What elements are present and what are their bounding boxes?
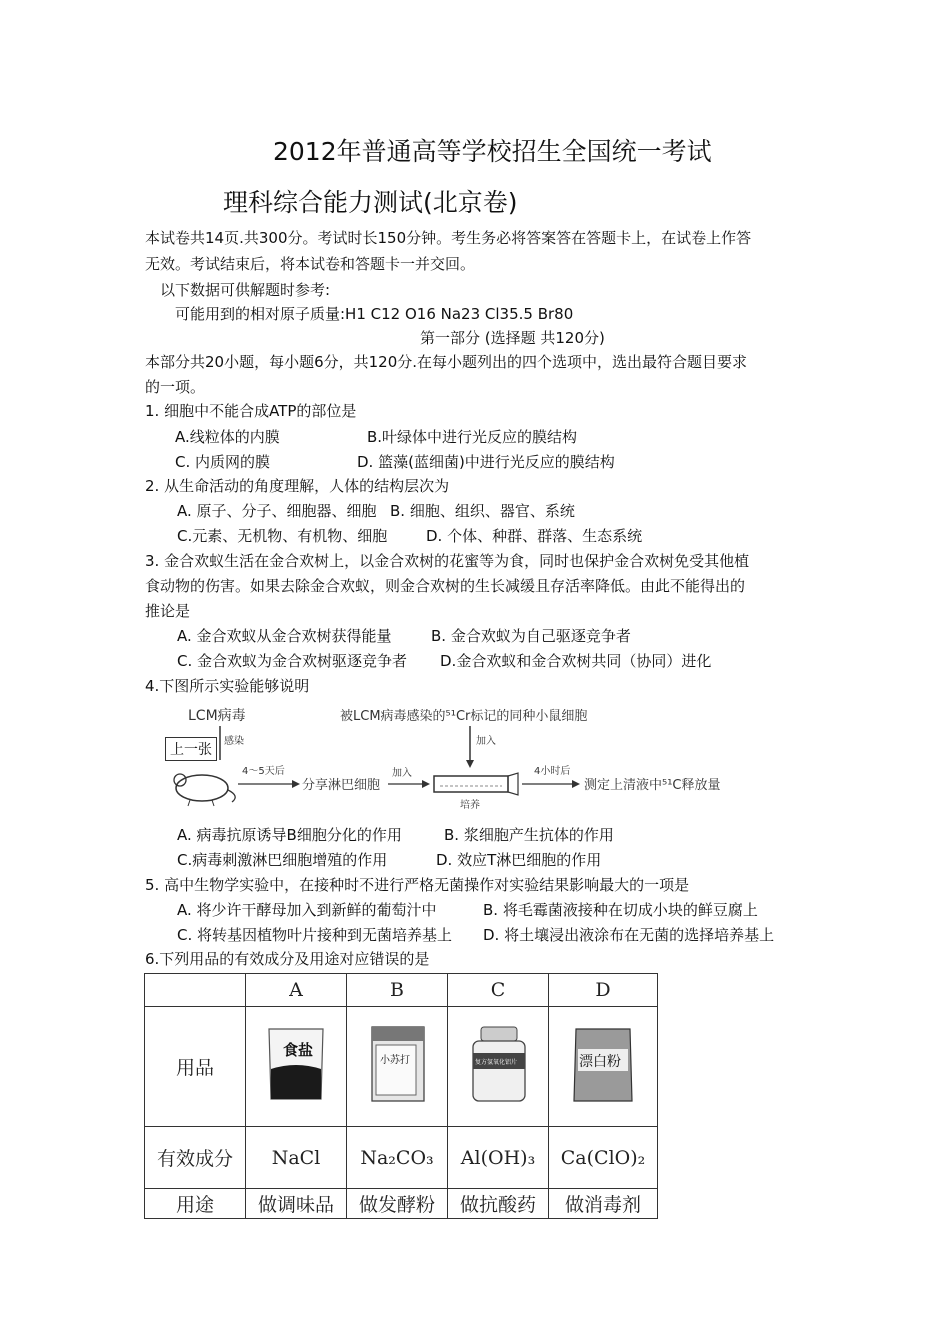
component-cell: Al(OH)₃ bbox=[448, 1127, 549, 1189]
product-image-salt bbox=[246, 1007, 347, 1127]
question-stem: 1. 细胞中不能合成ATP的部位是 bbox=[145, 402, 357, 420]
fig-add-label: 加入 bbox=[392, 768, 412, 779]
q6-table bbox=[144, 973, 658, 1219]
product-image-soda bbox=[347, 1007, 448, 1127]
exam-subtitle: 理科综合能力测试(北京卷) bbox=[223, 188, 518, 217]
fig-lymph-label: 分享淋巴细胞 bbox=[302, 778, 381, 793]
option: D. 篮藻(蓝细菌)中进行光反应的膜结构 bbox=[357, 453, 615, 471]
option: B. 浆细胞产生抗体的作用 bbox=[444, 826, 614, 844]
table-header-cell: D bbox=[549, 974, 658, 1007]
soda-label: 小苏打 bbox=[380, 1055, 410, 1066]
option: C. 内质网的膜 bbox=[175, 453, 271, 471]
fig-days-label: 4～5天后 bbox=[242, 766, 285, 777]
bleach-bag-icon bbox=[568, 1023, 638, 1105]
experiment-figure bbox=[160, 700, 760, 812]
question-stem: 推论是 bbox=[145, 602, 191, 620]
table-header-cell bbox=[145, 974, 246, 1007]
option: C. 金合欢蚁为金合欢树驱逐竞争者 bbox=[177, 652, 408, 670]
fig-measure-label: 测定上清液中⁵¹C释放量 bbox=[584, 778, 721, 793]
salt-bag-icon bbox=[261, 1023, 331, 1105]
salt-label: 食盐 bbox=[283, 1041, 314, 1059]
option: B.叶绿体中进行光反应的膜结构 bbox=[367, 428, 578, 446]
product-image-antacid bbox=[448, 1007, 549, 1127]
option: D.金合欢蚁和金合欢树共同（协同）进化 bbox=[440, 652, 712, 670]
question-stem: 5. 高中生物学实验中，在接种时不进行严格无菌操作对实验结果影响最大的一项是 bbox=[145, 876, 690, 894]
option: B. 细胞、组织、器官、系统 bbox=[390, 502, 575, 520]
mouse-icon bbox=[174, 774, 235, 806]
row-label: 用品 bbox=[145, 1007, 246, 1127]
component-cell: Na₂CO₃ bbox=[347, 1127, 448, 1189]
question-stem: 食动物的伤害。如果去除金合欢蚁，则金合欢树的生长减缓且存活率降低。由此不能得出的 bbox=[145, 577, 746, 595]
row-label: 用途 bbox=[145, 1189, 246, 1219]
soda-box-icon bbox=[362, 1023, 432, 1105]
atomic-mass-line: 可能用到的相对原子质量:H1 C12 O16 Na23 Cl35.5 Br80 bbox=[175, 305, 574, 323]
test-tube-icon bbox=[434, 773, 518, 795]
row-label: 有效成分 bbox=[145, 1127, 246, 1189]
option: A. 病毒抗原诱导B细胞分化的作用 bbox=[177, 826, 402, 844]
fig-infect-label: 感染 bbox=[224, 736, 244, 747]
intro-line: 本试卷共14页.共300分。考试时长150分钟。考生务必将答案答在答题卡上，在试卷上作答 bbox=[145, 229, 752, 247]
part-description: 本部分共20小题，每小题6分，共120分.在每小题列出的四个选项中，选出最符合题目要求 bbox=[145, 353, 748, 371]
option: A. 将少许干酵母加入到新鲜的葡萄汁中 bbox=[177, 901, 437, 919]
use-cell: 做抗酸药 bbox=[448, 1189, 549, 1219]
intro-line: 以下数据可供解题时参考: bbox=[160, 281, 331, 299]
fig-add-down-label: 加入 bbox=[476, 736, 496, 747]
use-cell: 做消毒剂 bbox=[549, 1189, 658, 1219]
fig-lcm-label: LCM病毒 bbox=[188, 708, 246, 724]
table-row bbox=[145, 1007, 658, 1127]
exam-title: 2012年普通高等学校招生全国统一考试 bbox=[273, 137, 712, 166]
previous-button[interactable]: 上一张 bbox=[165, 737, 217, 761]
part-description: 的一项。 bbox=[145, 378, 206, 396]
question-stem: 3. 金合欢蚁生活在金合欢树上，以金合欢树的花蜜等为食，同时也保护金合欢树免受其他植 bbox=[145, 552, 750, 570]
question-stem: 6.下列用品的有效成分及用途对应错误的是 bbox=[145, 950, 430, 968]
option: B. 将毛霉菌液接种在切成小块的鲜豆腐上 bbox=[483, 901, 758, 919]
part-heading: 第一部分 (选择题 共120分) bbox=[420, 329, 605, 347]
question-stem: 2. 从生命活动的角度理解，人体的结构层次为 bbox=[145, 477, 450, 495]
table-header-cell: B bbox=[347, 974, 448, 1007]
option: A. 原子、分子、细胞器、细胞 bbox=[177, 502, 377, 520]
product-image-bleach bbox=[549, 1007, 658, 1127]
fig-infected-label: 被LCM病毒感染的⁵¹Cr标记的同种小鼠细胞 bbox=[340, 709, 588, 724]
option: A.线粒体的内膜 bbox=[175, 428, 280, 446]
use-cell: 做发酵粉 bbox=[347, 1189, 448, 1219]
option: C.元素、无机物、有机物、细胞 bbox=[177, 527, 388, 545]
table-header-cell: A bbox=[246, 974, 347, 1007]
intro-line: 无效。考试结束后，将本试卷和答题卡一并交回。 bbox=[145, 255, 476, 273]
antacid-label: 复方氢氧化铝片 bbox=[475, 1059, 518, 1066]
component-cell: NaCl bbox=[246, 1127, 347, 1189]
bleach-label: 漂白粉 bbox=[579, 1054, 621, 1070]
use-cell: 做调味品 bbox=[246, 1189, 347, 1219]
option: D. 将土壤浸出液涂布在无菌的选择培养基上 bbox=[483, 926, 775, 944]
fig-hours-label: 4小时后 bbox=[534, 766, 571, 777]
option: A. 金合欢蚁从金合欢树获得能量 bbox=[177, 627, 392, 645]
table-row bbox=[145, 1127, 658, 1189]
table-row bbox=[145, 1189, 658, 1219]
question-stem: 4.下图所示实验能够说明 bbox=[145, 677, 310, 695]
fig-culture-label: 培养 bbox=[460, 800, 480, 811]
option: C. 将转基因植物叶片接种到无菌培养基上 bbox=[177, 926, 453, 944]
medicine-bottle-icon bbox=[463, 1023, 533, 1105]
option: D. 个体、种群、群落、生态系统 bbox=[426, 527, 643, 545]
table-header-cell: C bbox=[448, 974, 549, 1007]
option: C.病毒刺激淋巴细胞增殖的作用 bbox=[177, 851, 388, 869]
option: B. 金合欢蚁为自己驱逐竞争者 bbox=[431, 627, 631, 645]
component-cell: Ca(ClO)₂ bbox=[549, 1127, 658, 1189]
option: D. 效应T淋巴细胞的作用 bbox=[436, 851, 602, 869]
table-header-row bbox=[145, 974, 658, 1007]
